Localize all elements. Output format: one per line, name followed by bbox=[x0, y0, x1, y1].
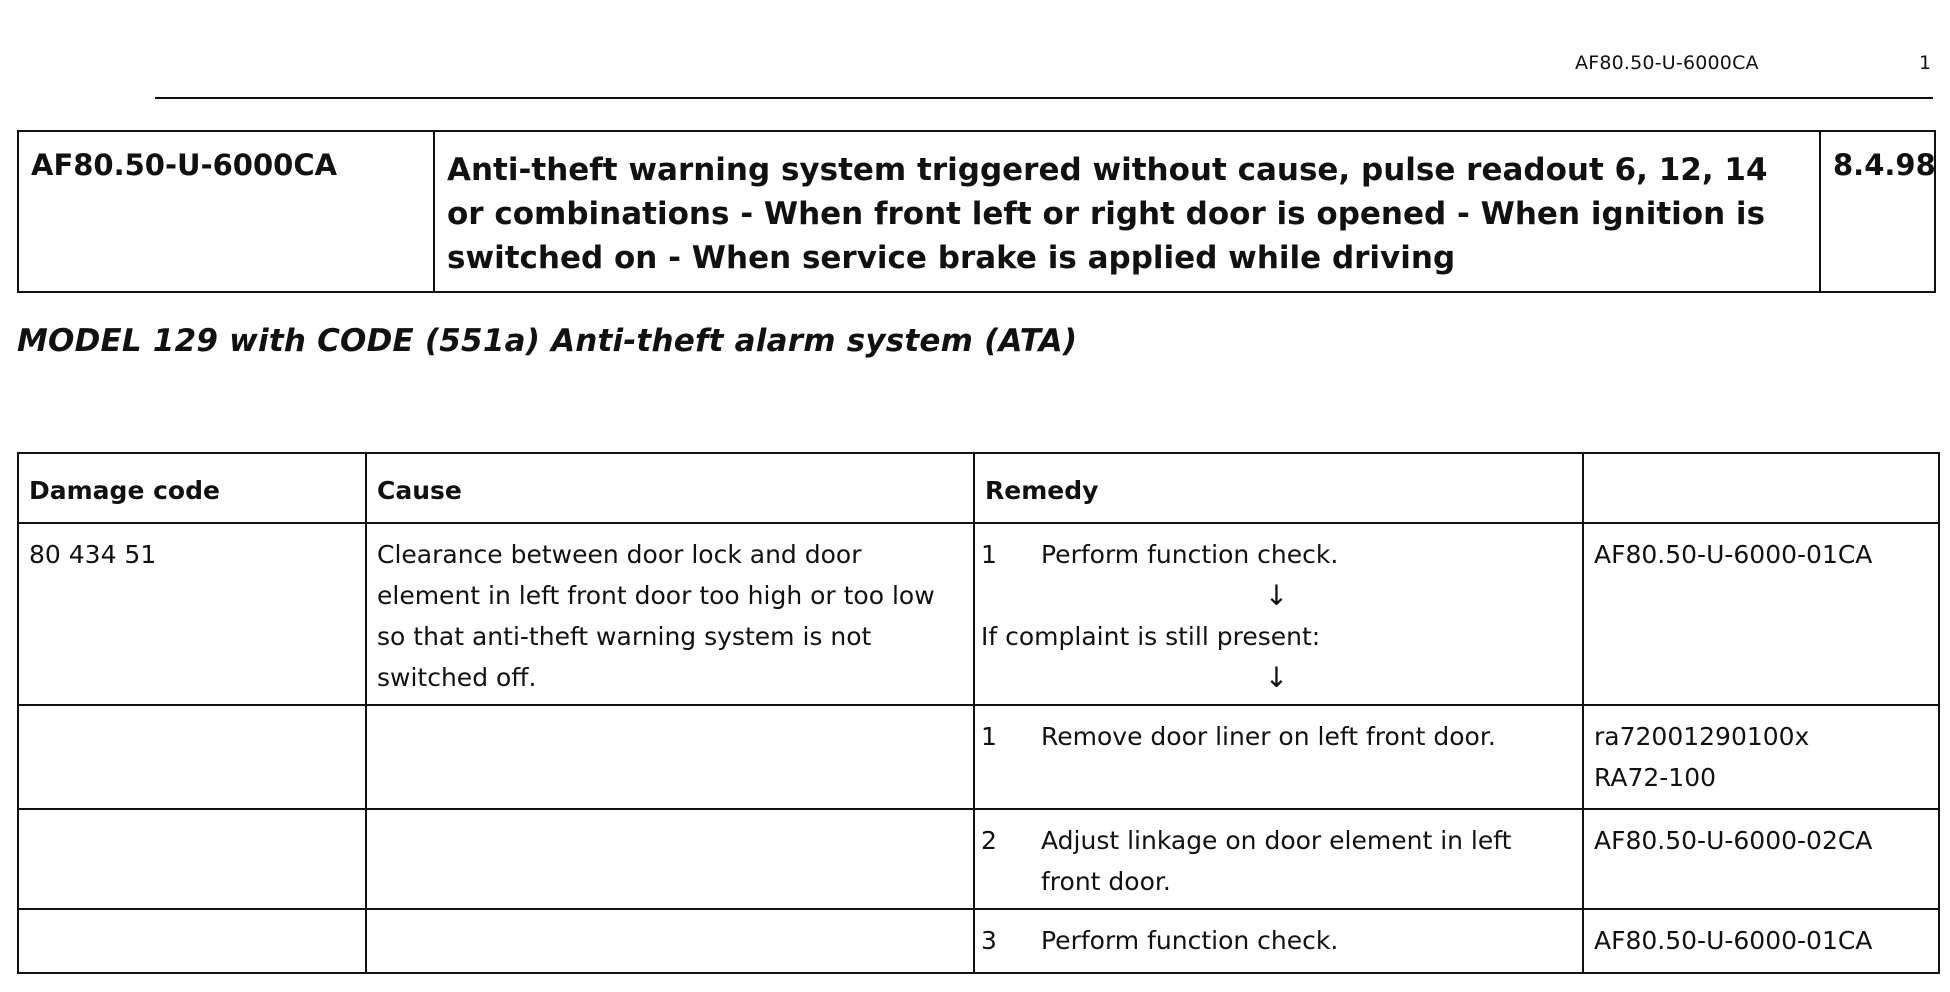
page-number: 1 bbox=[1919, 52, 1932, 74]
step-number: 3 bbox=[981, 926, 997, 955]
table-row bbox=[18, 809, 1939, 909]
table-row bbox=[18, 705, 1939, 809]
header-cause: Cause bbox=[366, 453, 974, 523]
reference-cell: AF80.50-U-6000-01CA bbox=[1583, 909, 1939, 973]
header-divider bbox=[155, 97, 1933, 99]
reference-cell bbox=[1583, 705, 1939, 809]
model-heading: MODEL 129 with CODE (551a) Anti-theft alarm system (ATA) bbox=[17, 323, 1078, 359]
step-text: Adjust linkage on door element in left front door. bbox=[1041, 826, 1512, 896]
remedy-step bbox=[981, 920, 1572, 961]
damage-table bbox=[17, 452, 1940, 974]
step-text: Perform function check. bbox=[1041, 540, 1339, 569]
remedy-step bbox=[981, 820, 1572, 902]
remedy-step bbox=[981, 534, 1572, 575]
step-number: 2 bbox=[981, 826, 997, 855]
damage-code-cell bbox=[18, 809, 366, 909]
reference-line: ra72001290100x bbox=[1594, 722, 1810, 751]
condition-note: If complaint is still present: bbox=[981, 622, 1321, 651]
cause-cell: Clearance between door lock and door element in left front door too high or too low so that anti-theft warning system is not switched off. bbox=[366, 523, 974, 705]
step-text: Remove door liner on left front door. bbox=[1041, 722, 1496, 751]
header-damage-code: Damage code bbox=[18, 453, 366, 523]
table-row bbox=[18, 909, 1939, 973]
remedy-cell bbox=[974, 523, 1583, 705]
step-number: 1 bbox=[981, 540, 997, 569]
title-code: AF80.50-U-6000CA bbox=[18, 131, 434, 292]
damage-code-cell: 80 434 51 bbox=[18, 523, 366, 705]
table-row bbox=[18, 523, 1939, 705]
document-reference: AF80.50-U-6000CA bbox=[1575, 52, 1759, 74]
remedy-step bbox=[981, 716, 1572, 757]
reference-line: RA72-100 bbox=[1594, 763, 1717, 792]
title-date: 8.4.98 bbox=[1820, 131, 1935, 292]
remedy-cell bbox=[974, 705, 1583, 809]
cause-cell bbox=[366, 809, 974, 909]
damage-code-cell bbox=[18, 909, 366, 973]
reference-cell: AF80.50-U-6000-01CA bbox=[1583, 523, 1939, 705]
header-remedy: Remedy bbox=[974, 453, 1583, 523]
reference-cell: AF80.50-U-6000-02CA bbox=[1583, 809, 1939, 909]
step-number: 1 bbox=[981, 722, 997, 751]
title-block bbox=[17, 130, 1936, 293]
header-reference bbox=[1583, 453, 1939, 523]
arrow-down-icon: ↓ bbox=[1264, 579, 1289, 612]
cause-cell bbox=[366, 705, 974, 809]
remedy-cell bbox=[974, 809, 1583, 909]
remedy-cell bbox=[974, 909, 1583, 973]
title-description: Anti-theft warning system triggered without cause, pulse readout 6, 12, 14 or combinations - When front left or right door is opened - When ignition is switched on - When service brake is applied while driving bbox=[434, 131, 1820, 292]
damage-code-cell bbox=[18, 705, 366, 809]
arrow-down-icon: ↓ bbox=[1264, 661, 1289, 694]
cause-cell bbox=[366, 909, 974, 973]
table-header-row bbox=[18, 453, 1939, 523]
step-text: Perform function check. bbox=[1041, 926, 1339, 955]
